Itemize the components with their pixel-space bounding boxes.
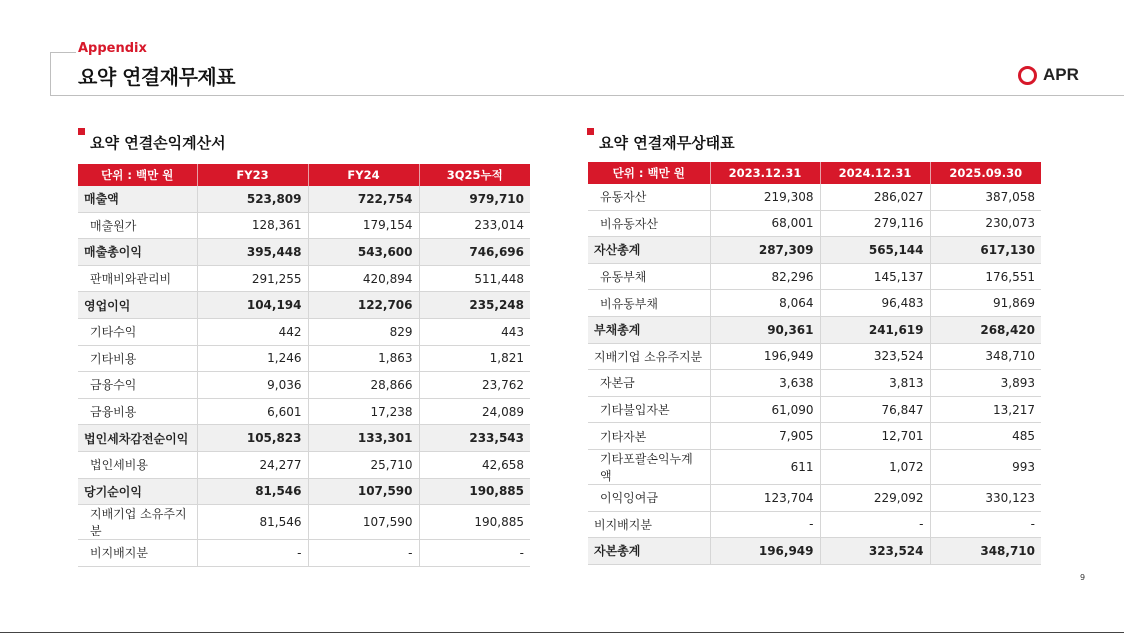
cell-value: 28,866 [308,372,419,399]
cell-value: 196,949 [710,343,820,370]
row-label: 매출총이익 [78,239,197,266]
cell-value: 323,524 [820,343,930,370]
cell-value: 485 [930,423,1041,450]
table-row [78,239,530,266]
table-row [588,396,1041,423]
cell-value: 617,130 [930,237,1041,264]
cell-value: 235,248 [419,292,530,319]
cell-value: 241,619 [820,316,930,343]
cell-value: - [820,511,930,538]
row-label: 기타포괄손익누계액 [588,449,710,484]
table-row [588,184,1041,210]
row-label: 판매비와관리비 [78,265,197,292]
cell-value: 61,090 [710,396,820,423]
cell-value: 9,036 [197,372,308,399]
cell-value: 279,116 [820,210,930,237]
table-row [78,265,530,292]
column-header: 2024.12.31 [820,162,930,184]
cell-value: 1,863 [308,345,419,372]
cell-value: 979,710 [419,186,530,212]
header-rule-left [50,52,51,96]
cell-value: 1,821 [419,345,530,372]
cell-value: 287,309 [710,237,820,264]
table-row [78,478,530,505]
cell-value: 24,277 [197,451,308,478]
row-label: 법인세차감전순이익 [78,425,197,452]
column-header: FY23 [197,164,308,186]
cell-value: 746,696 [419,239,530,266]
cell-value: 523,809 [197,186,308,212]
page-number: 9 [1080,573,1086,582]
row-label: 법인세비용 [78,451,197,478]
table-row [588,210,1041,237]
table-row [588,423,1041,450]
section-label: Appendix [78,41,147,56]
row-label: 지배기업 소유주지분 [588,343,710,370]
row-label: 자본총계 [588,538,710,565]
table-header-row [78,164,530,186]
row-label: 지배기업 소유주지분 [78,505,197,540]
table-row [588,511,1041,538]
row-label: 금융수익 [78,372,197,399]
unit-header: 단위 : 백만 원 [78,164,197,186]
column-header: 2023.12.31 [710,162,820,184]
table-row [588,263,1041,290]
cell-value: 1,072 [820,449,930,484]
cell-value: 96,483 [820,290,930,317]
row-label: 기타수익 [78,318,197,345]
cell-value: 196,949 [710,538,820,565]
table-row [78,451,530,478]
cell-value: 3,893 [930,370,1041,397]
cell-value: 229,092 [820,484,930,511]
company-logo [1018,64,1079,86]
cell-value: 68,001 [710,210,820,237]
cell-value: 233,543 [419,425,530,452]
cell-value: - [308,540,419,567]
cell-value: 442 [197,318,308,345]
cell-value: 190,885 [419,478,530,505]
table-row [78,345,530,372]
cell-value: 104,194 [197,292,308,319]
cell-value: 176,551 [930,263,1041,290]
page-title: 요약 연결재무제표 [78,65,236,89]
header-rule-top [50,52,76,53]
footer-rule [0,632,1124,633]
cell-value: 179,154 [308,212,419,239]
table-row [78,398,530,425]
cell-value: 348,710 [930,538,1041,565]
table-header-row [588,162,1041,184]
cell-value: 12,701 [820,423,930,450]
cell-value: 3,813 [820,370,930,397]
cell-value: 286,027 [820,184,930,210]
cell-value: 128,361 [197,212,308,239]
cell-value: - [197,540,308,567]
row-label: 이익잉여금 [588,484,710,511]
row-label: 매출원가 [78,212,197,239]
cell-value: 90,361 [710,316,820,343]
cell-value: 91,869 [930,290,1041,317]
cell-value: 219,308 [710,184,820,210]
cell-value: 291,255 [197,265,308,292]
cell-value: - [930,511,1041,538]
row-label: 기타비용 [78,345,197,372]
table-row [78,318,530,345]
cell-value: 268,420 [930,316,1041,343]
unit-header: 단위 : 백만 원 [588,162,710,184]
cell-value: 17,238 [308,398,419,425]
income-statement-table [78,164,530,567]
table-row [78,292,530,319]
logo-text: APR [1043,65,1079,84]
row-label: 기타불입자본 [588,396,710,423]
table-row [588,538,1041,565]
table-row [588,290,1041,317]
cell-value: 7,905 [710,423,820,450]
column-header: FY24 [308,164,419,186]
table-row [588,237,1041,264]
row-label: 당기순이익 [78,478,197,505]
cell-value: 611 [710,449,820,484]
cell-value: 330,123 [930,484,1041,511]
balance-sheet-title [599,132,735,153]
cell-value: 81,546 [197,478,308,505]
cell-value: 1,246 [197,345,308,372]
logo-ring-icon [1018,66,1037,85]
cell-value: 24,089 [419,398,530,425]
row-label: 비지배지분 [588,511,710,538]
cell-value: 511,448 [419,265,530,292]
cell-value: 145,137 [820,263,930,290]
table-row [588,484,1041,511]
cell-value: 133,301 [308,425,419,452]
row-label: 자산총계 [588,237,710,264]
cell-value: 23,762 [419,372,530,399]
cell-value: 420,894 [308,265,419,292]
table-row [588,316,1041,343]
cell-value: 993 [930,449,1041,484]
cell-value: 543,600 [308,239,419,266]
row-label: 매출액 [78,186,197,212]
cell-value: 8,064 [710,290,820,317]
title-marker-icon [587,128,594,135]
cell-value: 76,847 [820,396,930,423]
header-divider [50,95,1124,96]
cell-value: 233,014 [419,212,530,239]
table-row [588,370,1041,397]
row-label: 비유동자산 [588,210,710,237]
column-header: 2025.09.30 [930,162,1041,184]
table-row [588,343,1041,370]
cell-value: 230,073 [930,210,1041,237]
row-label: 유동부채 [588,263,710,290]
table-row [78,212,530,239]
balance-sheet-title-text: 요약 연결재무상태표 [599,134,735,152]
cell-value: 829 [308,318,419,345]
cell-value: 348,710 [930,343,1041,370]
cell-value: 107,590 [308,478,419,505]
cell-value: 42,658 [419,451,530,478]
cell-value: 105,823 [197,425,308,452]
income-statement-title-text: 요약 연결손익계산서 [90,134,226,152]
table-row [78,540,530,567]
row-label: 금융비용 [78,398,197,425]
cell-value: 395,448 [197,239,308,266]
column-header: 3Q25누적 [419,164,530,186]
cell-value: 565,144 [820,237,930,264]
income-statement-title [90,132,226,153]
table-row [78,372,530,399]
row-label: 유동자산 [588,184,710,210]
balance-sheet-table [588,162,1041,565]
cell-value: - [419,540,530,567]
cell-value: 323,524 [820,538,930,565]
row-label: 자본금 [588,370,710,397]
row-label: 비유동부채 [588,290,710,317]
title-marker-icon [78,128,85,135]
cell-value: 13,217 [930,396,1041,423]
table-row [78,505,530,540]
table-row [588,449,1041,484]
cell-value: - [710,511,820,538]
cell-value: 722,754 [308,186,419,212]
row-label: 기타자본 [588,423,710,450]
table-row [78,186,530,212]
cell-value: 387,058 [930,184,1041,210]
cell-value: 3,638 [710,370,820,397]
cell-value: 123,704 [710,484,820,511]
row-label: 영업이익 [78,292,197,319]
cell-value: 81,546 [197,505,308,540]
table-row [78,425,530,452]
cell-value: 443 [419,318,530,345]
cell-value: 82,296 [710,263,820,290]
cell-value: 107,590 [308,505,419,540]
cell-value: 6,601 [197,398,308,425]
row-label: 부채총계 [588,316,710,343]
cell-value: 25,710 [308,451,419,478]
cell-value: 190,885 [419,505,530,540]
cell-value: 122,706 [308,292,419,319]
row-label: 비지배지분 [78,540,197,567]
